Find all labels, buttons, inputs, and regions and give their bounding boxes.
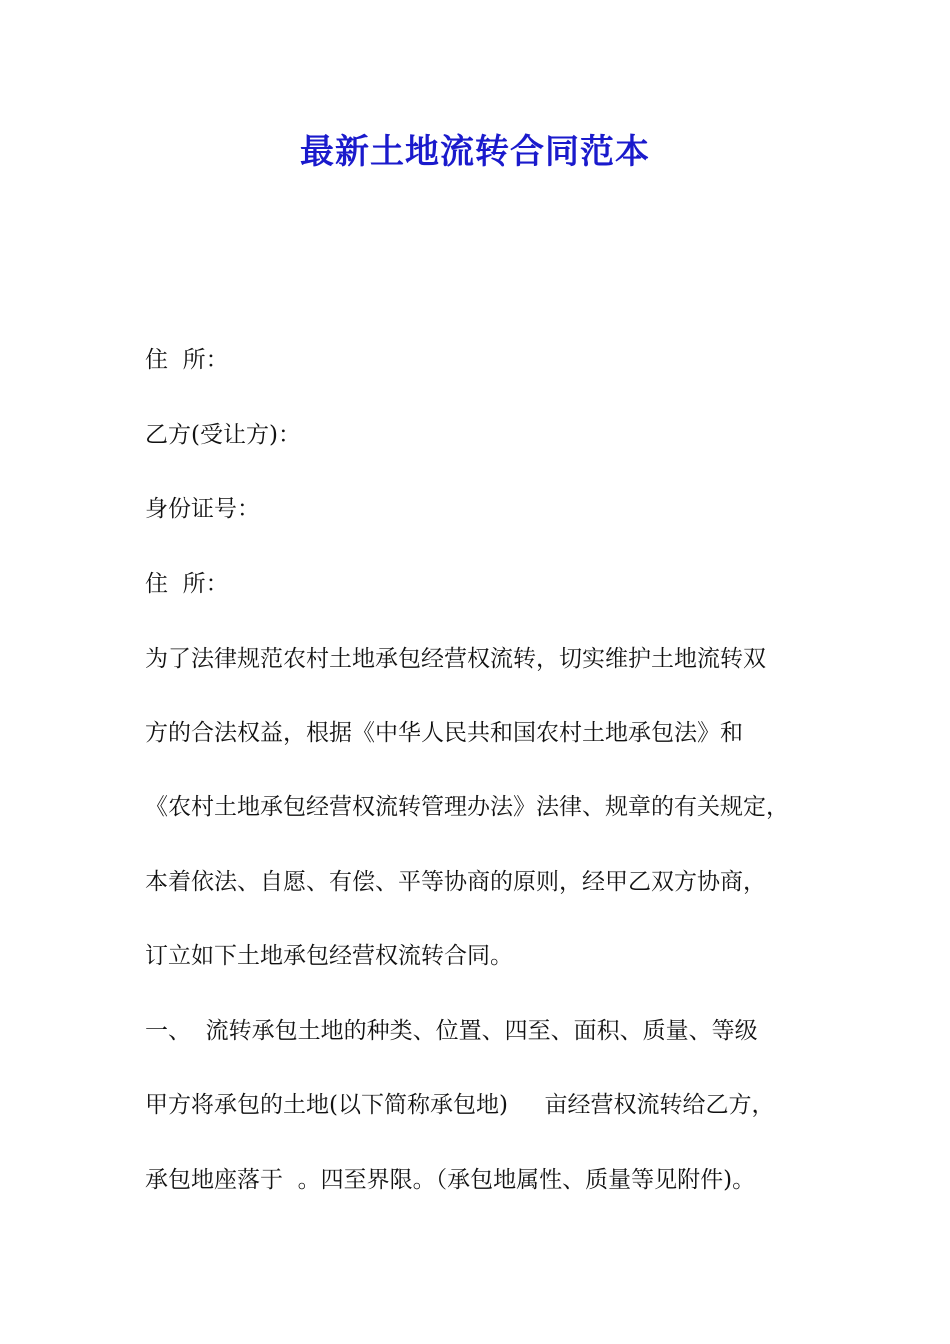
preamble-line-2: 方的合法权益，根据《中华人民共和国农村土地承包法》和 — [145, 720, 743, 746]
address-line-party-a: 住 所： — [145, 347, 229, 373]
section-1-line-1: 甲方将承包的土地(以下简称承包地) 亩经营权流转给乙方， — [145, 1092, 775, 1118]
party-b-line: 乙方(受让方)： — [145, 422, 301, 448]
section-1-line-2: 承包地座落于 。四至界限。（承包地属性、质量等见附件)。 — [145, 1167, 756, 1193]
document-title: 最新土地流转合同范本 — [300, 132, 650, 172]
preamble-line-5: 订立如下土地承包经营权流转合同。 — [145, 943, 513, 969]
preamble-line-3: 《农村土地承包经营权流转管理办法》法律、规章的有关规定， — [145, 794, 789, 820]
preamble-line-1: 为了法律规范农村土地承包经营权流转，切实维护土地流转双 — [145, 646, 766, 672]
id-number-line: 身份证号： — [145, 496, 260, 522]
address-line-party-b: 住 所： — [145, 571, 229, 597]
section-heading-1: 一、 流转承包土地的种类、位置、四至、面积、质量、等级 — [145, 1018, 758, 1044]
preamble-line-4: 本着依法、自愿、有偿、平等协商的原则，经甲乙双方协商， — [145, 869, 766, 895]
